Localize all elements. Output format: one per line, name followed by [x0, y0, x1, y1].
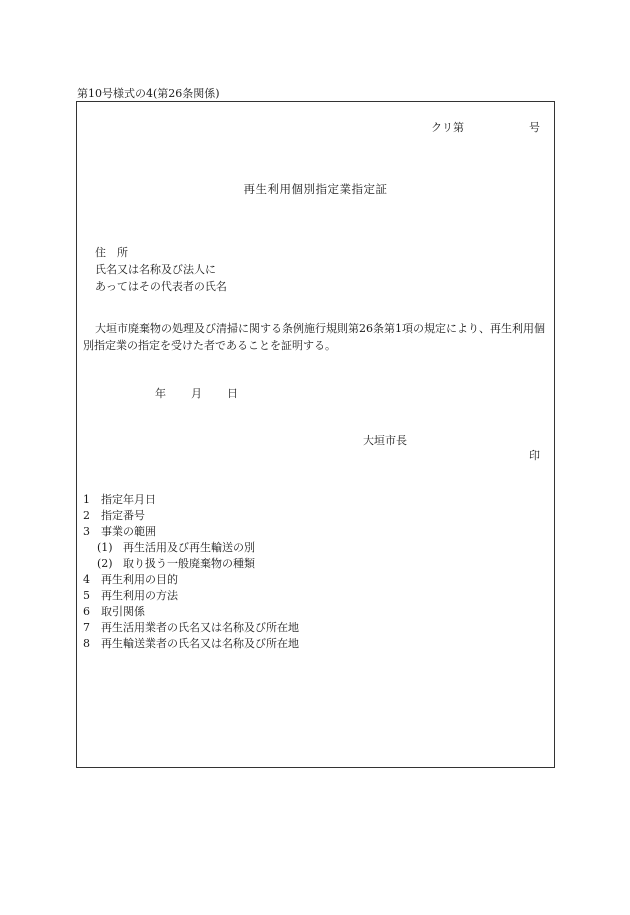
- form-caption: 第10号様式の4(第26条関係): [77, 87, 220, 100]
- list-item-text: 指定番号: [101, 509, 145, 522]
- list-subitem-number: (2): [97, 557, 113, 570]
- list-item-number: 8: [83, 637, 90, 650]
- certificate-number-prefix: クリ第: [431, 121, 464, 134]
- holder-representative-label: あってはその代表者の氏名: [95, 280, 227, 293]
- document-title: 再生利用個別指定業指定証: [243, 182, 388, 196]
- certificate-frame: [76, 101, 555, 768]
- list-item-number: 7: [83, 621, 90, 634]
- list-item-number: 2: [83, 509, 90, 522]
- certificate-number-suffix: 号: [529, 121, 540, 134]
- list-item-text: 指定年月日: [101, 493, 156, 506]
- list-item-number: 1: [83, 493, 90, 506]
- list-item-text: 取引関係: [101, 605, 145, 618]
- list-item-text: 再生輸送業者の氏名又は名称及び所在地: [101, 637, 299, 650]
- list-item-text: 再生活用業者の氏名又は名称及び所在地: [101, 621, 299, 634]
- list-subitem-text: 取り扱う一般廃棄物の種類: [123, 557, 255, 570]
- list-item-number: 3: [83, 525, 90, 538]
- seal-mark: 印: [529, 449, 540, 462]
- list-item-text: 再生利用の目的: [101, 573, 178, 586]
- issue-date-day: 日: [227, 387, 238, 400]
- list-subitem-text: 再生活用及び再生輸送の別: [123, 541, 255, 554]
- list-item-number: 5: [83, 589, 90, 602]
- issuer-name: 大垣市長: [363, 434, 407, 447]
- issue-date-year: 年: [155, 387, 166, 400]
- list-subitem-number: (1): [97, 541, 113, 554]
- issue-date-month: 月: [191, 387, 202, 400]
- list-item-number: 4: [83, 573, 90, 586]
- holder-name-label: 氏名又は名称及び法人に: [95, 263, 216, 276]
- list-item-text: 事業の範囲: [101, 525, 156, 538]
- list-item-text: 再生利用の方法: [101, 589, 178, 602]
- holder-address-label: 住 所: [95, 246, 128, 259]
- list-item-number: 6: [83, 605, 90, 618]
- certification-statement: 大垣市廃棄物の処理及び清掃に関する条例施行規則第26条第1項の規定により、再生利用個別指定業の指定を受けた者であることを証明する。: [83, 322, 545, 352]
